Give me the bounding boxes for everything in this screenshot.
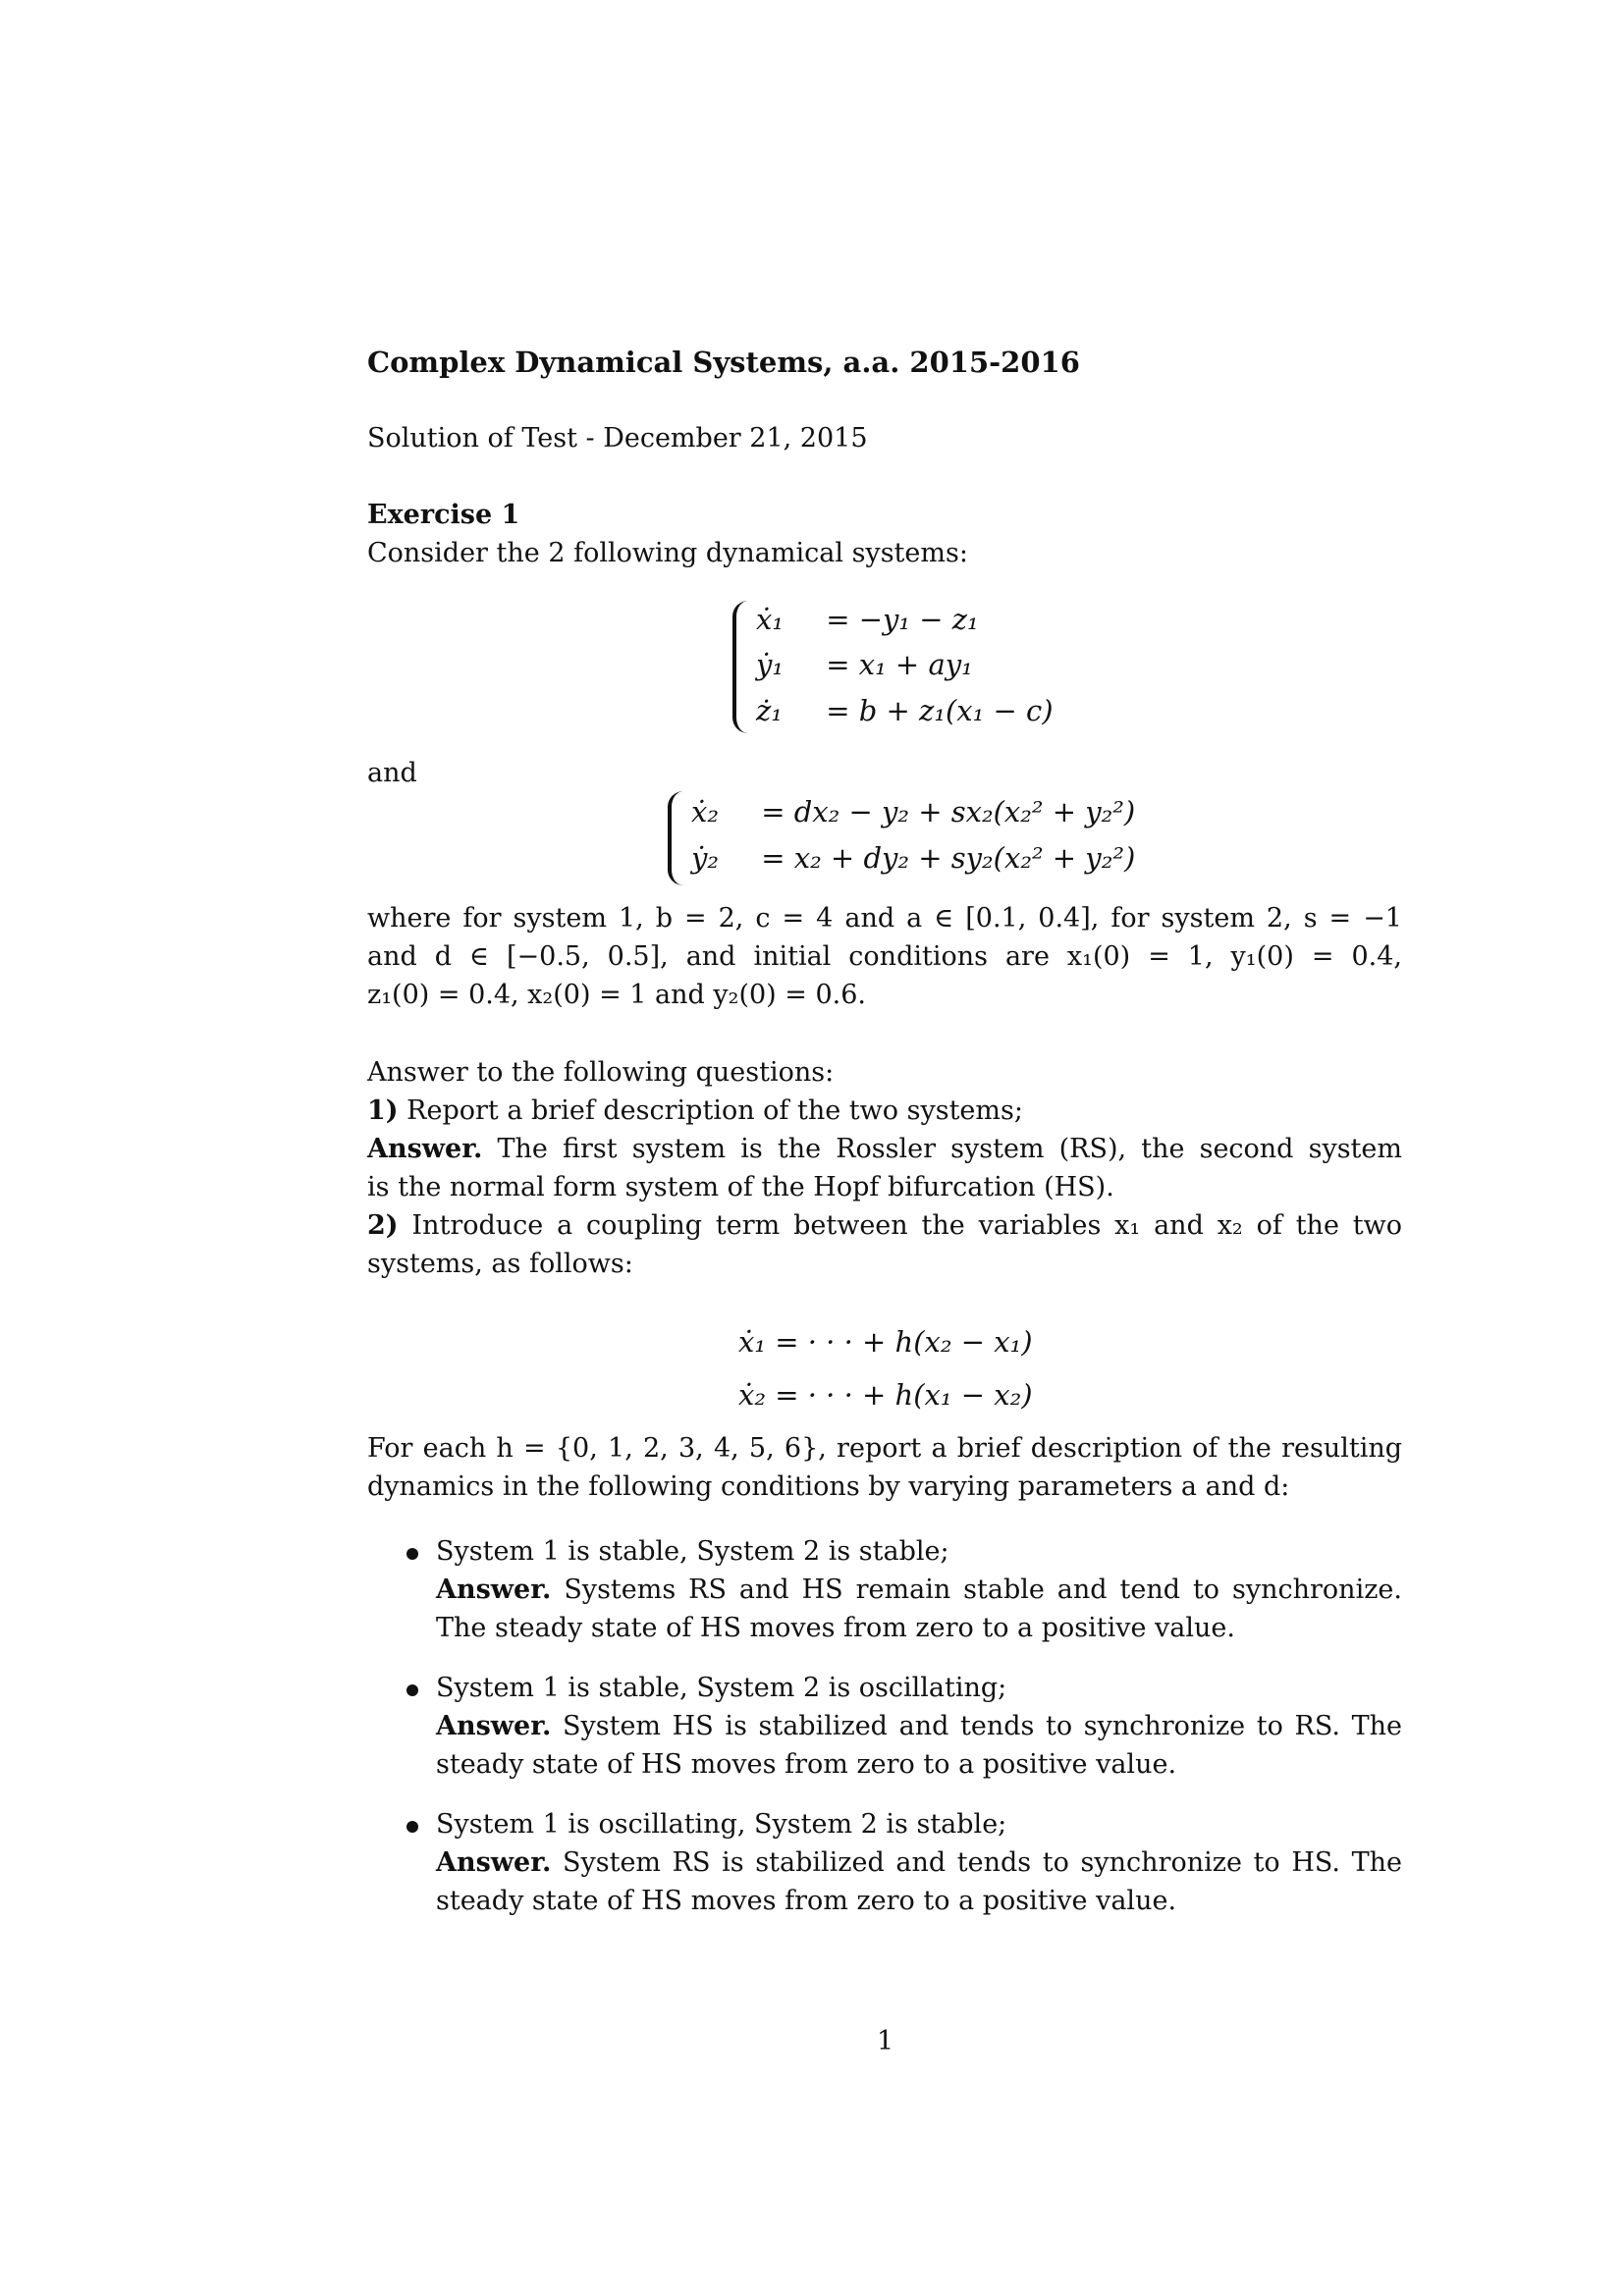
answer-label: Answer. xyxy=(436,1575,552,1605)
answer-1-line-2: is the normal form system of the Hopf bifurcation (HS). xyxy=(367,1172,1114,1202)
case-2-answer-text: System HS is stabilized and tends to synchronize to RS. The xyxy=(563,1711,1402,1741)
case-1-answer-text: Systems RS and HS remain stable and tend to synchronize. xyxy=(564,1575,1402,1605)
case-2-condition: System 1 is stable, System 2 is oscillating; xyxy=(436,1673,1007,1703)
coupling-eq-2: ẋ₂ = · · · + h(x₁ − x₂) xyxy=(738,1378,1033,1412)
case-3-condition: System 1 is oscillating, System 2 is stable; xyxy=(436,1809,1007,1840)
question-2 xyxy=(367,1212,1402,1239)
and-label: and xyxy=(367,758,417,788)
case-3-answer-text: System RS is stabilized and tends to synchronize to HS. The xyxy=(563,1847,1402,1878)
system1-lhs: ẏ₁ xyxy=(756,648,785,681)
answer-label: Answer. xyxy=(436,1711,552,1741)
case-2-answer-line-2: steady state of HS moves from zero to a positive value. xyxy=(436,1749,1177,1780)
intro-text: Consider the 2 following dynamical systems: xyxy=(367,538,968,568)
question-2-number: 2) xyxy=(367,1210,399,1241)
document-title: Complex Dynamical Systems, a.a. 2015-2016 xyxy=(367,346,1080,379)
question-1 xyxy=(367,1097,1402,1124)
system2-brace xyxy=(668,791,683,885)
case-1-condition: System 1 is stable, System 2 is stable; xyxy=(436,1536,949,1567)
exercise-heading: Exercise 1 xyxy=(367,500,520,530)
case-1-answer-line-2: The steady state of HS moves from zero to a positive value. xyxy=(436,1613,1235,1643)
question-1-number: 1) xyxy=(367,1095,399,1126)
system1-lhs: ż₁ xyxy=(756,694,783,727)
system1-rhs: = b + z₁(x₁ − c) xyxy=(826,694,1054,727)
answer-label: Answer. xyxy=(436,1847,552,1878)
page-number: 1 xyxy=(877,2026,894,2056)
parameters-line-2: and d ∈ [−0.5, 0.5], and initial conditions are x₁(0) = 1, y₁(0) = 0.4, xyxy=(367,941,1402,972)
system1-lhs: ẋ₁ xyxy=(756,603,784,636)
followup-line-1: For each h = {0, 1, 2, 3, 4, 5, 6}, report a brief description of the resulting xyxy=(367,1433,1402,1464)
question-1-text: Report a brief description of the two systems; xyxy=(406,1095,1023,1126)
coupling-eq-1: ẋ₁ = · · · + h(x₂ − x₁) xyxy=(738,1325,1033,1359)
case-2-answer-line-1 xyxy=(436,1713,1402,1739)
system1-rhs: = x₁ + ay₁ xyxy=(826,648,973,681)
answer-1-line-1 xyxy=(367,1136,1402,1162)
answer-label: Answer. xyxy=(367,1134,483,1164)
followup-line-2: dynamics in the following conditions by varying parameters a and d: xyxy=(367,1471,1290,1502)
system2-row-1 xyxy=(691,795,1135,828)
parameters-line-3: z₁(0) = 0.4, x₂(0) = 1 and y₂(0) = 0.6. xyxy=(367,980,867,1010)
system1-row-2 xyxy=(756,648,973,681)
system2-row-2 xyxy=(691,841,1135,875)
document-subtitle: Solution of Test - December 21, 2015 xyxy=(367,423,868,454)
bullet-icon xyxy=(406,1684,418,1696)
system1-brace xyxy=(732,601,748,733)
bullet-icon xyxy=(406,1548,418,1560)
system1-row-3 xyxy=(756,694,1054,727)
bullet-icon xyxy=(406,1821,418,1833)
case-1-answer-line-1 xyxy=(436,1576,1402,1603)
question-2-line-2: systems, as follows: xyxy=(367,1249,633,1279)
parameters-line-1: where for system 1, b = 2, c = 4 and a ∈ [0.1, 0.4], for system 2, s = −1 xyxy=(367,903,1402,934)
answer-1-text: The first system is the Rossler system (RS), the second system xyxy=(497,1134,1402,1164)
question-2-text: Introduce a coupling term between the variables x₁ and x₂ of the two xyxy=(411,1210,1402,1241)
system1-row-1 xyxy=(756,603,979,636)
system2-lhs: ẏ₂ xyxy=(691,841,720,875)
system2-rhs: = x₂ + dy₂ + sy₂(x₂² + y₂²) xyxy=(761,841,1136,875)
case-3-answer-line-1 xyxy=(436,1849,1402,1876)
system1-rhs: = −y₁ − z₁ xyxy=(826,603,979,636)
questions-intro: Answer to the following questions: xyxy=(367,1057,835,1088)
system2-lhs: ẋ₂ xyxy=(691,795,719,828)
case-3-answer-line-2: steady state of HS moves from zero to a positive value. xyxy=(436,1886,1177,1916)
system2-rhs: = dx₂ − y₂ + sx₂(x₂² + y₂²) xyxy=(761,795,1136,828)
